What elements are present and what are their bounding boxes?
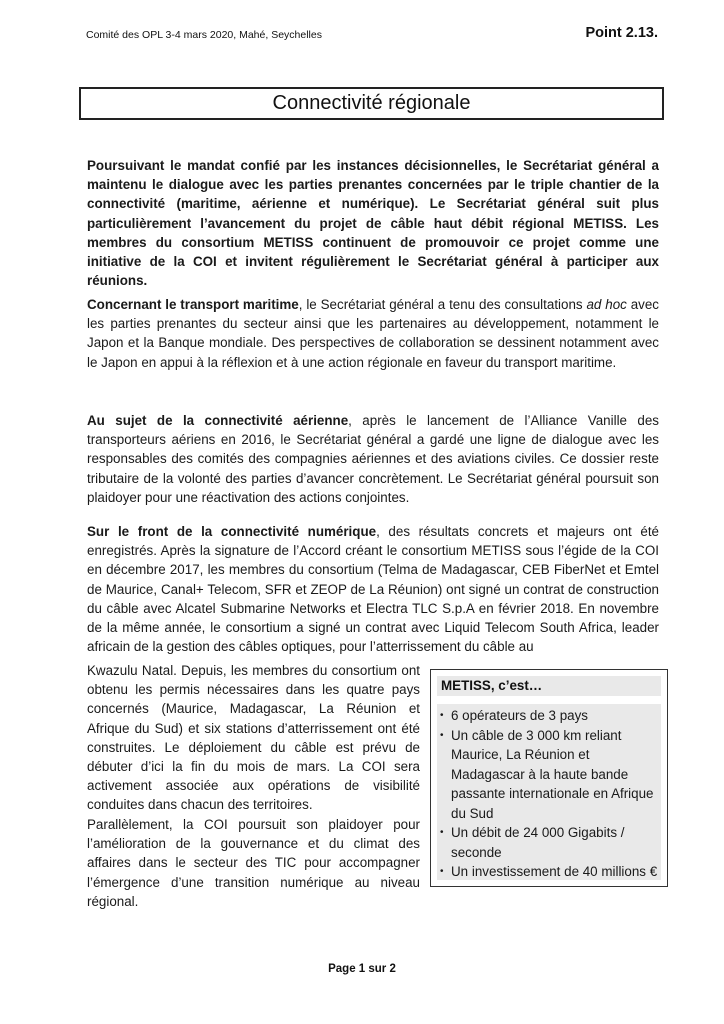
digital-text: , des résultats concrets et majeurs ont été enregistrés. Après la signature de l’Accord créant le consortium METISS sous l’égide de la COI en décembre 2017, les membres du consortium (Telma de Madagascar, CEB FiberNet et Emtel de Maurice, Canal+ Telecom, SFR et ZEOP de La Réunion) ont signé un contrat de construction du câble avec Alcatel Submarine Networks et Electra TLC S.p.A en février 2018. En novembre de la même année, le consortium a signé un contrat avec Liquid Telecom South Africa, leader africain de la gestion des câbles optiques, pour l’atterrissement du câble au (87, 524, 659, 655)
list-item-text: Un câble de 3 000 km reliant Maurice, La Réunion et Madagascar à la haute bande passante internationale en Afrique du Sud (451, 727, 654, 821)
page-number: Page 1 sur 2 (328, 963, 396, 975)
bullet-icon: • (440, 827, 444, 838)
air-lead: Au sujet de la connectivité aérienne (87, 413, 349, 428)
list-item-text: Un investissement de 40 millions € (451, 864, 658, 879)
governance-paragraph: Parallèlement, la COI poursuit son plaidoyer pour l’amélioration de la gouvernance et du climat des affaires dans le secteur des TIC pour accompagner l’émergence d’une transition numérique au niveau régional. (87, 817, 420, 909)
list-item (437, 862, 661, 882)
digital-paragraph (87, 522, 659, 656)
air-paragraph (87, 411, 659, 507)
maritime-lead: Concernant le transport maritime (87, 297, 299, 312)
digital-lead: Sur le front de la connectivité numérique (87, 524, 377, 539)
intro-paragraph: Poursuivant le mandat confié par les instances décisionnelles, le Secrétariat général a maintenu le dialogue avec les parties prenantes concernées par le triple chantier de la connectivité (maritime, aérienne et numérique). Le Secrétariat général suit plus particulièrement l’avancement du projet de câble haut débit régional METISS. Les membres du consortium METISS continuent de promouvoir ce projet comme une initiative de la COI et invitent régulièrement le Secrétariat général à participer aux réunions. (87, 158, 659, 289)
list-item (437, 706, 661, 726)
page-title: Connectivité régionale (272, 92, 471, 114)
point-number: Point 2.13. (585, 25, 658, 41)
maritime-text-b: avec les parties prenantes du secteur ainsi que les partenaires au développement, notamment le Japon et la Banque mondiale. Des perspectives de collaboration se dessinent notamment avec le Japon en appui à la réflexion et à une action régionale en faveur du transport maritime. (87, 297, 659, 370)
bullet-icon: • (440, 710, 444, 721)
list-item (437, 726, 661, 824)
maritime-italic: ad hoc (586, 297, 627, 312)
meeting-reference: Comité des OPL 3-4 mars 2020, Mahé, Seychelles (86, 29, 322, 41)
title-box (79, 87, 664, 120)
maritime-paragraph (87, 295, 659, 372)
digital-paragraph-continued: Kwazulu Natal. Depuis, les membres du consortium ont obtenu les permis nécessaires dans les quatre pays concernés (Maurice, Madagascar, La Réunion et Afrique du Sud) et six stations d’atterrissement ont été construites. Le déploiement du câble est prévu de débuter d’ici la fin du mois de mars. La COI sera activement associée aux opérations de visibilité conduites dans chacun des territoires. (87, 663, 420, 813)
bullet-icon: • (440, 729, 444, 741)
metiss-facts-list (437, 704, 661, 880)
list-item-text: Un débit de 24 000 Gigabits / seconde (451, 825, 625, 860)
metiss-box-title: METISS, c’est… (437, 676, 661, 696)
bullet-icon: • (440, 866, 444, 877)
metiss-info-box (430, 669, 668, 887)
maritime-text-a: , le Secrétariat général a tenu des consultations (298, 297, 587, 312)
list-item-text: 6 opérateurs de 3 pays (451, 708, 588, 723)
air-text: , après le lancement de l’Alliance Vanille des transporteurs aériens en 2016, le Secrétariat général a gardé une ligne de dialogue avec les responsables des comités des compagnies aériennes et des aviations civiles. Ce dossier reste tributaire de la volonté des parties d’avancer concrètement. Le Secrétariat général poursuit son plaidoyer pour une réactivation des actions conjointes. (87, 413, 659, 505)
list-item (437, 823, 661, 862)
